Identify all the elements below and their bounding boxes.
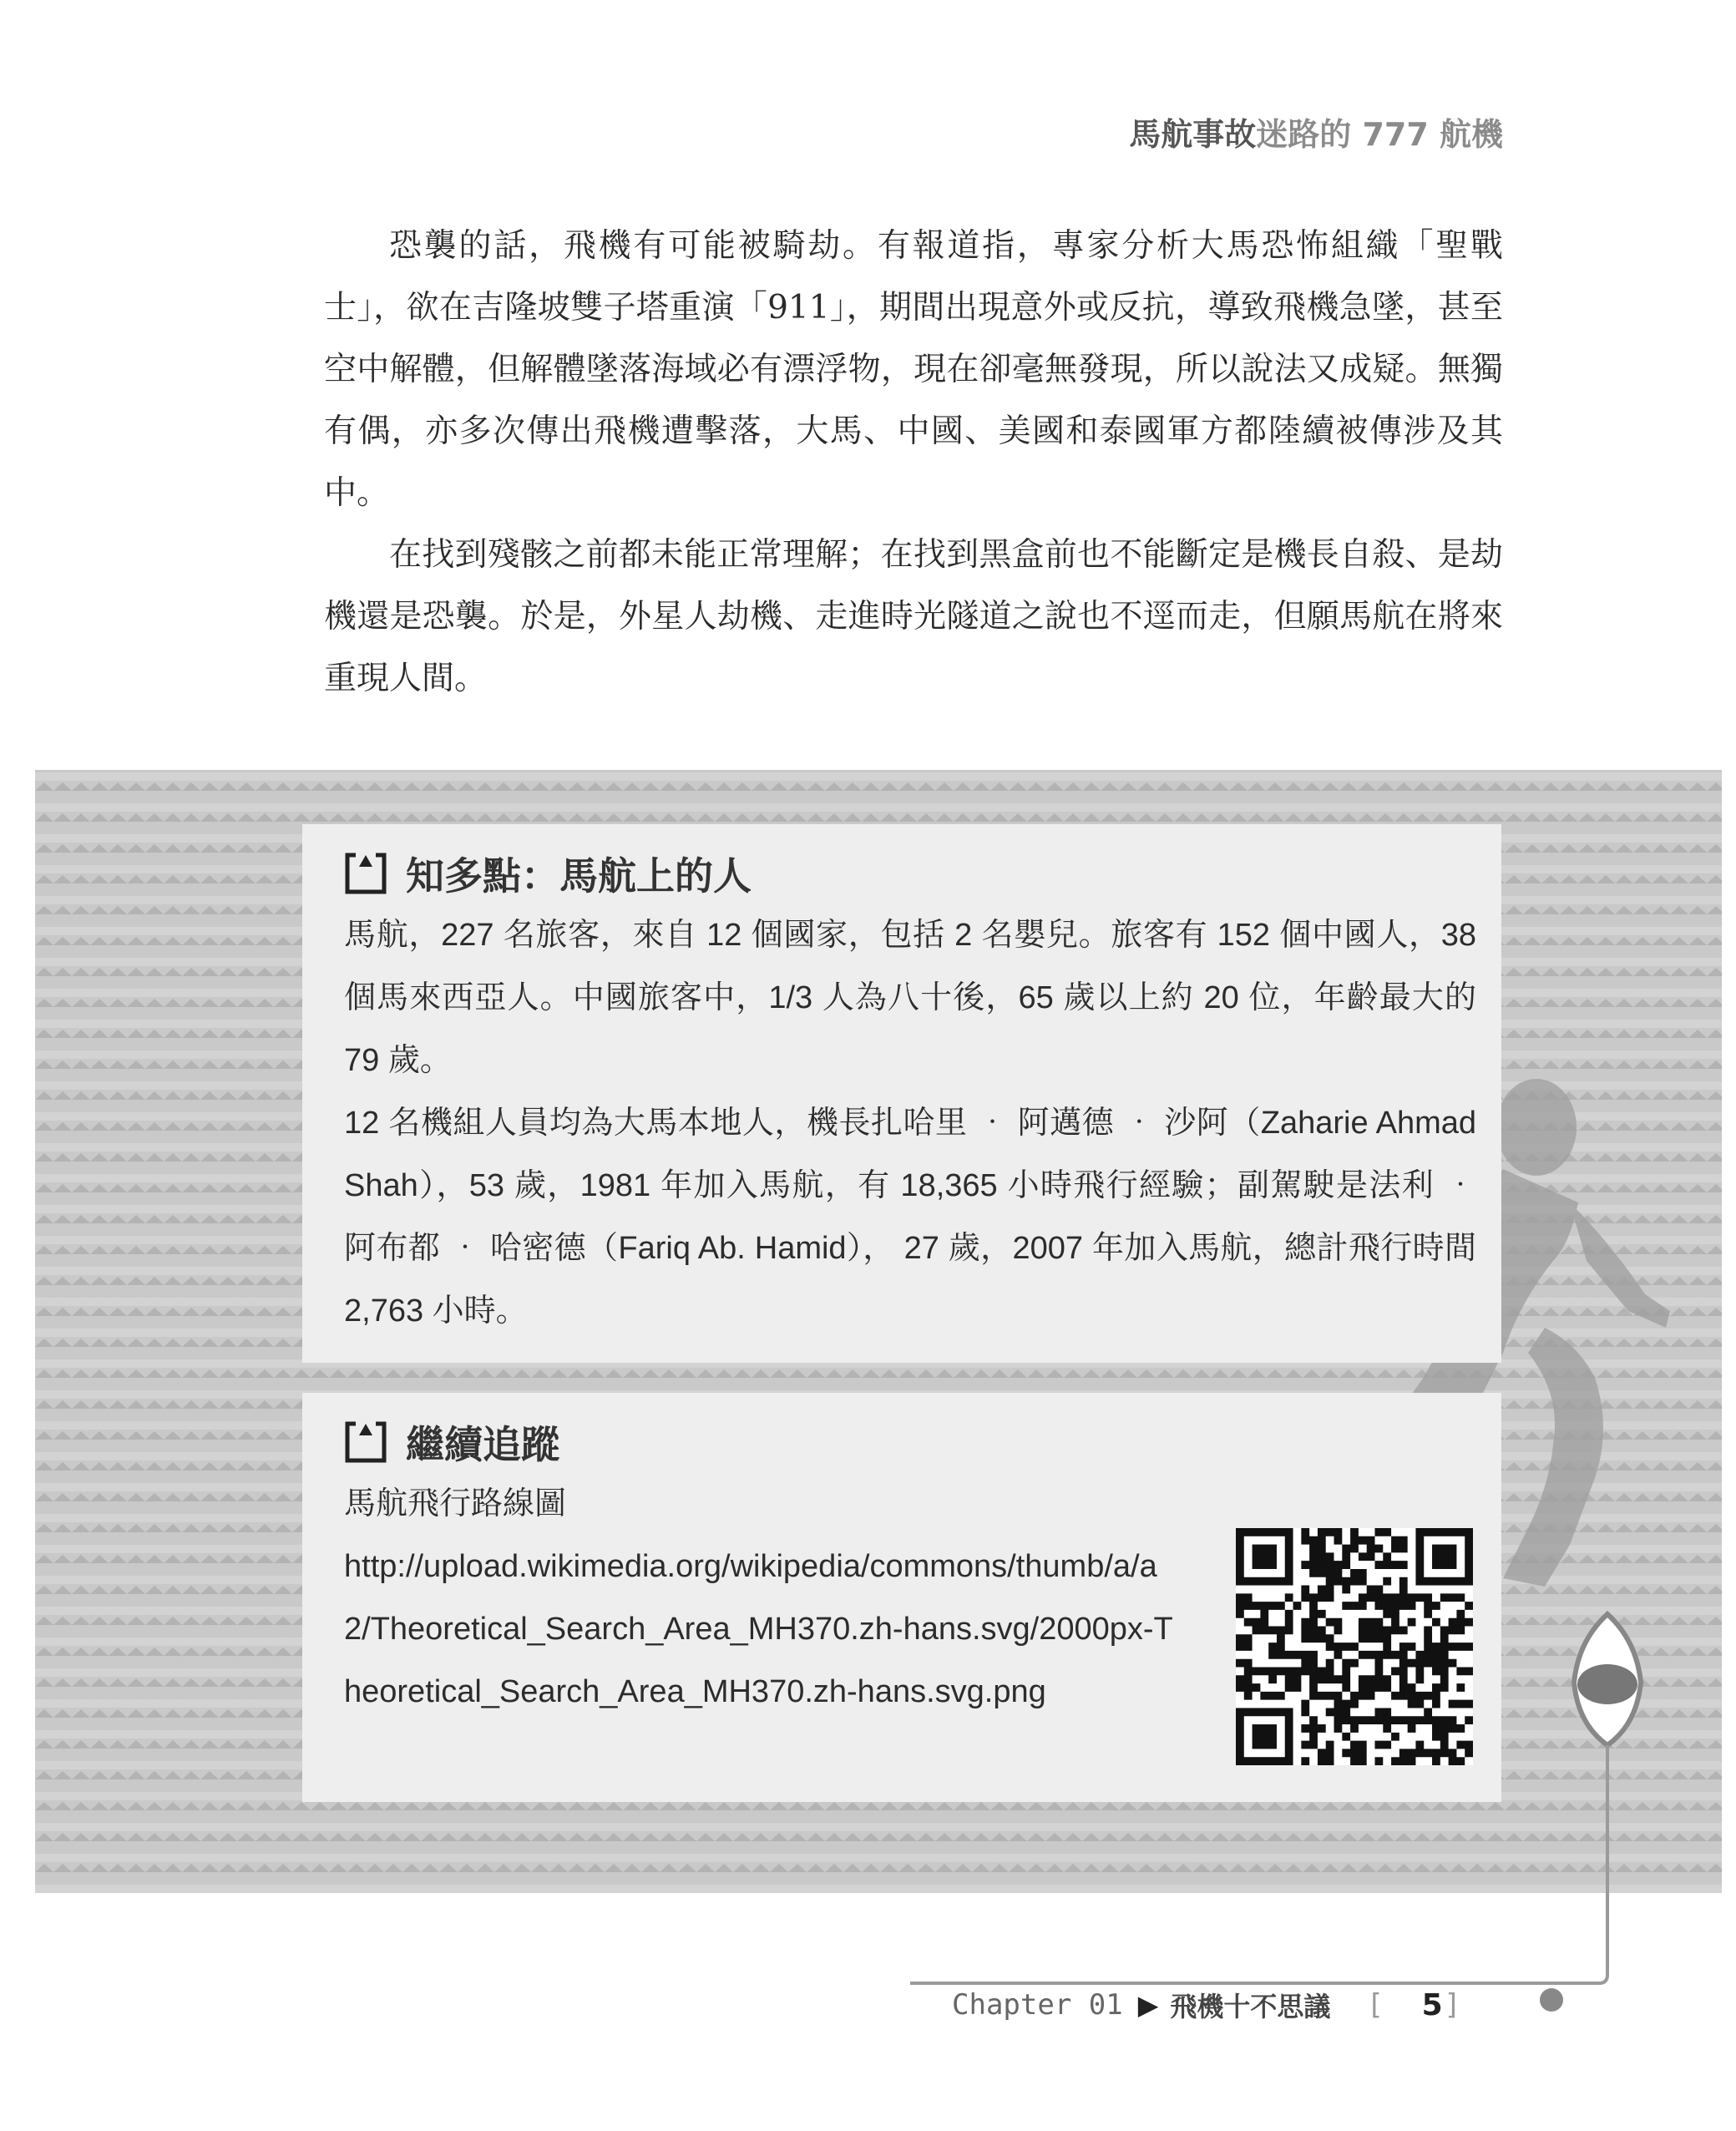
footer-chapter: Chapter 01: [952, 1988, 1123, 2022]
footer-chapter-title: 飛機十不思議: [1170, 1991, 1331, 2022]
page-tab-decoration: [910, 1607, 1736, 2042]
bookmark-bracket-icon: [344, 1420, 387, 1464]
body-paragraph-1: 恐襲的話，飛機有可能被騎劫。有報道指，專家分析大馬恐怖組織「聖戰士」，欲在吉隆坡雙子塔重演「911」，期間出現意外或反抗，導致飛機急墜，甚至空中解體，但解體墜落海域必有漂浮物，現在卻毫無發現，所以說法又成疑。無獨有偶，亦多次傳出飛機遭擊落，大馬、中國、美國和泰國軍方都陸續被傳涉及其中。: [324, 227, 1503, 512]
info-box: [302, 824, 1501, 1363]
running-header-accent: 迷路的 777 航機: [1256, 116, 1503, 153]
follow-box-title-row: [344, 1416, 1476, 1468]
info-box-paragraph-2: 12 名機組人員均為大馬本地人，機長扎哈里 ‧ 阿邁德 ‧ 沙阿（Zaharie Ahmad Shah），53 歲，1981 年加入馬航，有 18,365 小時飛行經驗；副駕駛是法利 ‧ 阿布都 ‧ 哈密德（Fariq Ab. Hamid）， 27 歲，2007 年加入馬航，總計飛行時間 2,763 小時。: [344, 1106, 1476, 1329]
follow-box-title: 繼續追蹤: [406, 1422, 559, 1467]
play-arrow-icon: ▶: [1137, 1989, 1159, 2021]
footer-bracket-close: ]: [1445, 1988, 1457, 2022]
running-header: [919, 109, 1503, 154]
info-box-title: 知多點：馬航上的人: [406, 853, 752, 898]
body-text: [324, 215, 1503, 710]
running-header-main: 馬航事故: [1129, 116, 1257, 153]
page-footer: [952, 1984, 1561, 2026]
info-box-title-row: [344, 848, 1476, 899]
follow-box-subtitle: 馬航飛行路線圖: [344, 1486, 567, 1521]
info-box-body: [344, 904, 1476, 1343]
body-paragraph-2: 在找到殘骸之前都未能正常理解；在找到黑盒前也不能斷定是機長自殺、是劫機還是恐襲。於是，外星人劫機、走進時光隧道之說也不逕而走，但願馬航在將來重現人間。: [324, 536, 1503, 697]
footer-bracket-open: [: [1370, 1988, 1382, 2022]
map-url-link[interactable]: http://upload.wikimedia.org/wikipedia/commons/thumb/a/a2/Theoretical_Search_Area_MH370.zh-hans.svg/2000px-Theoretical_Search_Area_MH370.zh-hans.svg.png: [344, 1549, 1173, 1709]
bookmark-bracket-icon: [344, 852, 387, 895]
page-number: 5: [1421, 1987, 1443, 2022]
info-box-paragraph-1: 馬航，227 名旅客，來自 12 個國家，包括 2 名嬰兒。旅客有 152 個中國人，38 個馬來西亞人。中國旅客中，1/3 人為八十後，65 歲以上約 20 位，年齡最大的 79 歲。: [344, 918, 1476, 1078]
